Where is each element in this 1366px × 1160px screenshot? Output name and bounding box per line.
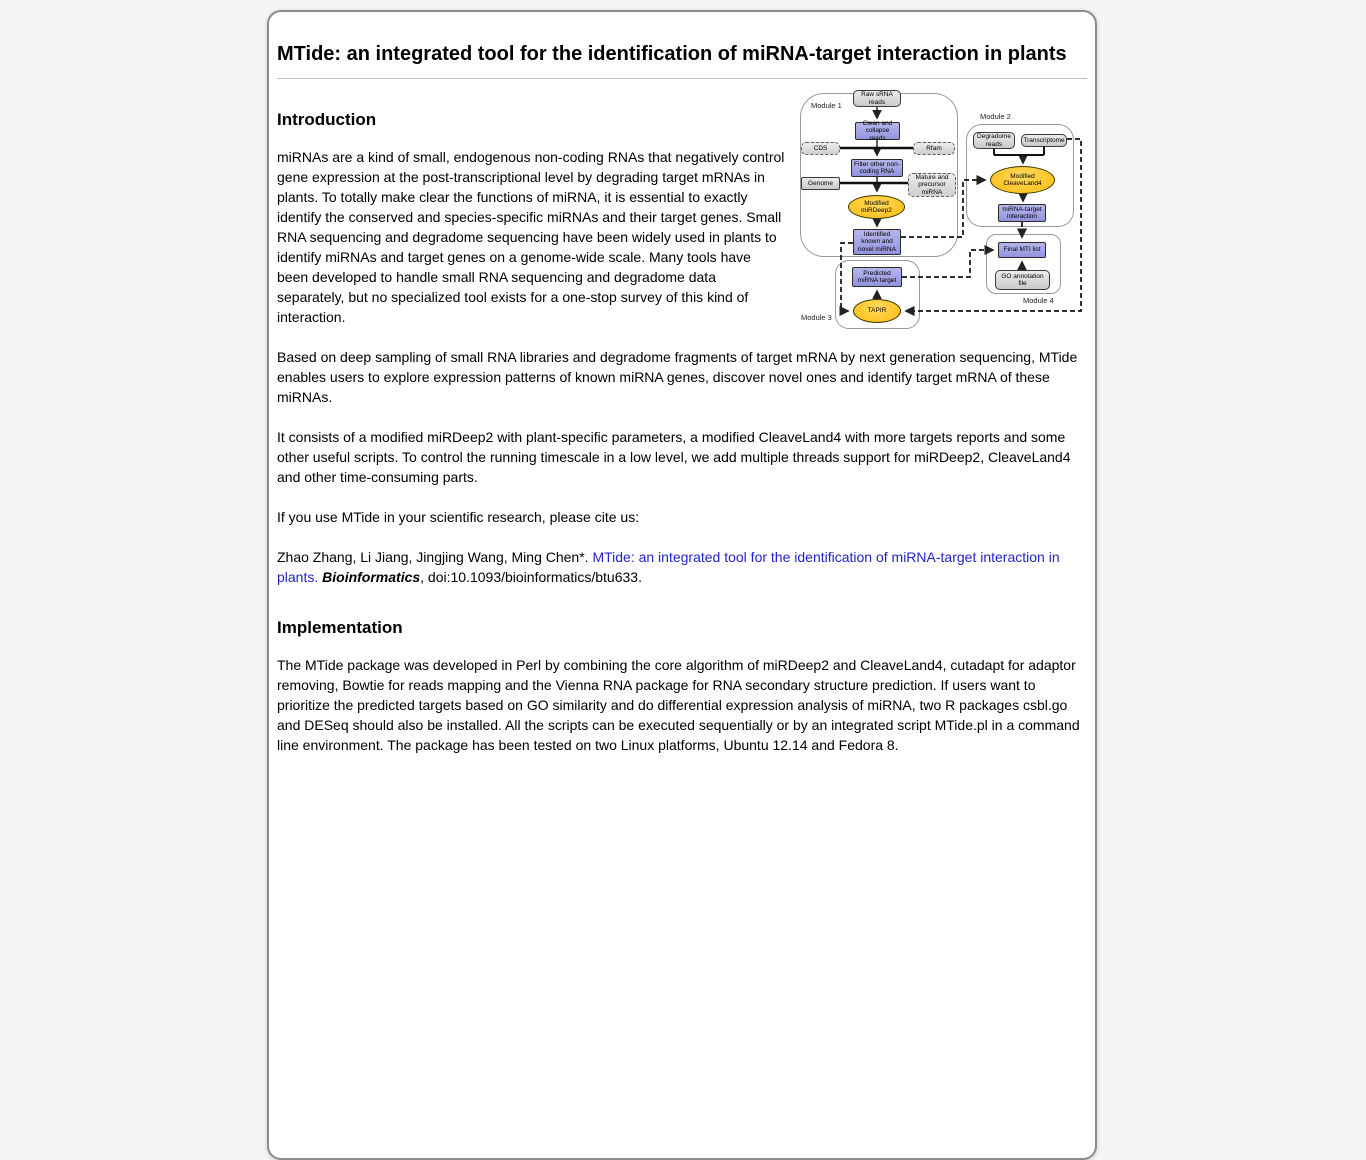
cite-prompt: If you use MTide in your scientific research, please cite us: <box>277 509 640 525</box>
intro-paragraph-3: It consists of a modified miRDeep2 with plant-specific parameters, a modified CleaveLand4 with more targets reports and some other useful scripts. To control the running timescale in a low level, we add multiple threads support for miRDeep2, CleaveLand4 and other time-consuming parts. <box>277 429 1071 485</box>
pipeline-figure <box>795 85 1087 333</box>
figure-node-cleaveland: Modified CleaveLand4 <box>990 166 1055 194</box>
figure-node-cds: CDS <box>801 142 840 155</box>
figure-node-rfam: Rfam <box>913 142 955 155</box>
figure-node-predicted: Predicted miRNA target <box>852 267 902 287</box>
implementation-paragraph-1: The MTide package was developed in Perl by combining the core algorithm of miRDeep2 and CleaveLand4, cutadapt for adaptor removing, Bowtie for reads mapping and the Vienna RNA package for RNA secondary structure prediction. If users want to prioritize the predicted targets based on GO similarity and do differential expression analysis of miRNA, two R packages csbl.go and DESeq should also be installed. All the scripts can be executed sequentially or by an integrated script MTide.pl in a command line environment. The package has been tested on two Linux platforms, Ubuntu 12.14 and Fedora 8. <box>277 657 1080 753</box>
module4-label: Module 4 <box>1023 296 1054 305</box>
citation-paragraph <box>277 547 1087 587</box>
module2-label: Module 2 <box>980 112 1011 121</box>
intro-paragraph-2: Based on deep sampling of small RNA libraries and degradome fragments of target mRNA by next generation sequencing, MTide enables users to explore expression patterns of known miRNA genes, discover novel ones and identify target mRNA of these miRNAs. <box>277 349 1078 405</box>
figure-node-mature-precursor: Mature and precursor miRNA <box>908 173 956 197</box>
figure-node-go-annotation: GO annotation file <box>995 270 1050 290</box>
figure-node-genome: Genome <box>801 177 840 190</box>
page-title: MTide: an integrated tool for the identification of miRNA-target interaction in plants <box>277 43 1067 65</box>
module1-label: Module 1 <box>811 101 842 110</box>
citation-authors: Zhao Zhang, Li Jiang, Jingjing Wang, Ming Chen*. <box>277 549 593 565</box>
title-divider <box>277 78 1087 79</box>
implementation-heading: Implementation <box>277 618 403 637</box>
citation-journal: Bioinformatics <box>322 569 421 585</box>
citation-doi: , doi:10.1093/bioinformatics/btu633. <box>420 569 642 585</box>
introduction-heading: Introduction <box>277 110 377 129</box>
module3-label: Module 3 <box>801 313 832 322</box>
figure-node-mti-interaction: miRNA-target interaction <box>998 204 1046 222</box>
figure-node-identified: Identified known and novel miRNA <box>853 229 901 255</box>
figure-node-transcriptome: Transcriptome <box>1021 134 1067 147</box>
intro-paragraph-1: miRNAs are a kind of small, endogenous non-coding RNAs that negatively control gene expression at the post-transcriptional level by degrading target mRNAs in plants. To totally make clear the functions of miRNA, it is essential to exactly identify the conserved and species-specific miRNAs and their target genes. Small RNA sequencing and degradome sequencing have been widely used in plants to identify miRNAs and target genes on a genome-wide scale. Many tools have been developed to handle small RNA sequencing and degradome data separately, but no specialized tool exists for a one-stop survey of this kind of interaction. <box>277 149 785 325</box>
figure-node-mirdeep2: Modified miRDeep2 <box>848 195 905 219</box>
figure-node-raw-reads: Raw sRNA reads <box>853 90 901 107</box>
figure-node-degradome: Degradome reads <box>973 132 1015 149</box>
figure-node-clean-collapse: Clean and collapse reads <box>855 122 900 140</box>
figure-node-tapir: TAPIR <box>853 299 901 323</box>
figure-node-filter-ncrna: Filter other non-coding RNA <box>851 159 903 177</box>
figure-node-final-mti: Final MTI list <box>998 242 1046 258</box>
citation-link[interactable]: MTide: an integrated tool for the identification of miRNA-target interaction in plants. <box>277 549 1060 585</box>
content-card <box>267 10 1097 1160</box>
